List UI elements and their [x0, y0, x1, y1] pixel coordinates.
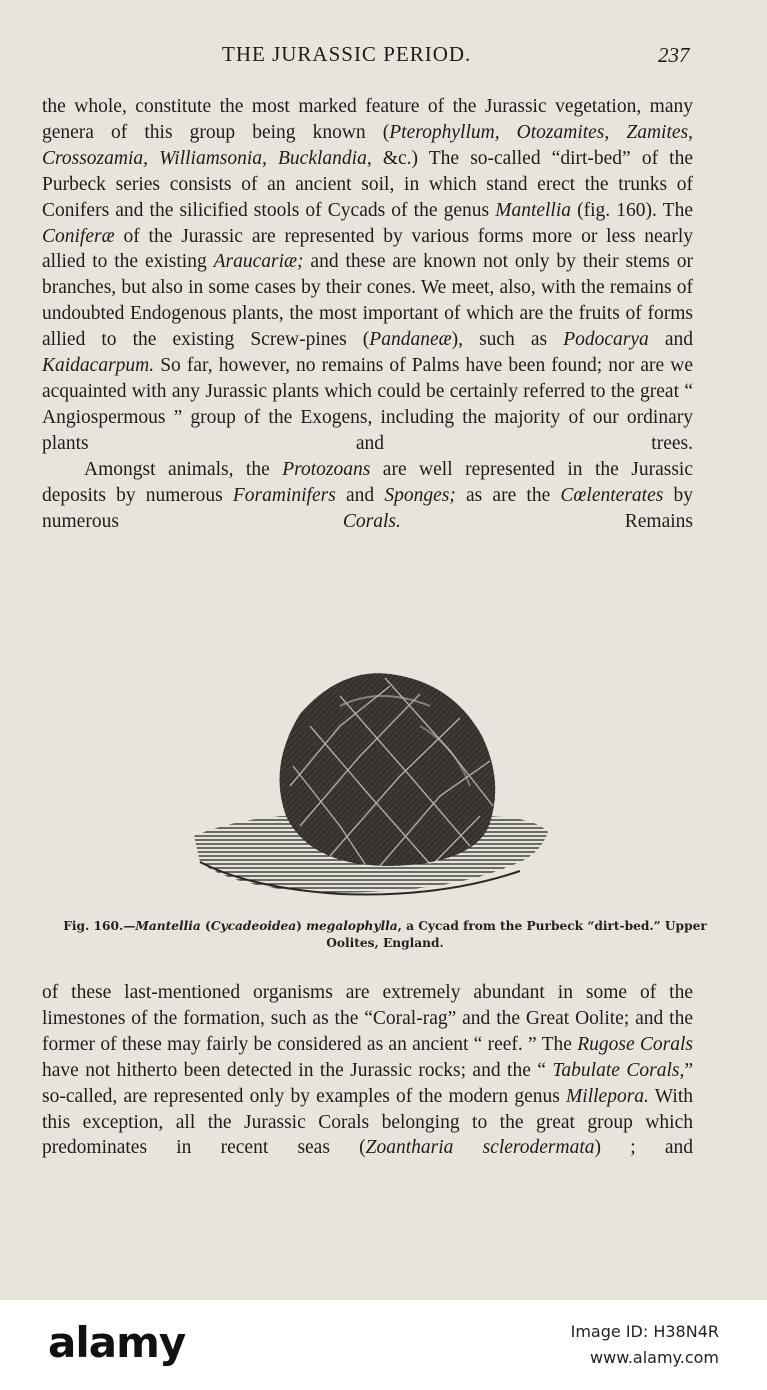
figure-synonym: Cycadeoidea — [210, 919, 297, 933]
text-run: ” so-called, are represented only by examples of the modern genus — [42, 1059, 693, 1107]
text-block-bottom — [42, 980, 693, 1161]
italic-term: Kaidacarpum. — [42, 355, 155, 377]
image-id: Image ID: H38N4R — [570, 1322, 719, 1341]
text-run: With this exception, all the Jurassic Corals belonging to the great group which predominates in recent seas ( — [42, 1085, 693, 1159]
italic-term: Sponges; — [384, 484, 456, 506]
text-run: Amongst animals, the — [84, 458, 283, 480]
figure-label: Fig. 160. — [63, 919, 124, 933]
italic-term: Tabulate Corals, — [552, 1059, 685, 1081]
paragraph-vegetation — [42, 94, 693, 457]
figure-description: , a Cycad from the Purbeck “dirt-bed.” Upper Oolites, England. — [326, 919, 707, 950]
text-run: and — [648, 329, 693, 351]
figure-genus: Mantellia — [135, 919, 201, 933]
site-url[interactable]: www.alamy.com — [590, 1348, 719, 1367]
text-run: by numerous — [42, 484, 694, 532]
italic-term: Rugose Corals — [577, 1033, 693, 1055]
italic-term: Cœlenterates — [560, 484, 664, 506]
text-block-top — [42, 94, 693, 534]
italic-term: Foraminifers — [232, 484, 336, 506]
text-run: of these last-mentioned organisms are extremely abundant in some of the limestones of the formation, such as the “Coral-rag” and the Great Oolite; and the former of these may fairly be considered as an ancient “ reef. ” The — [42, 982, 693, 1055]
paragraph-animals — [42, 457, 693, 535]
figure-species: megalophylla — [306, 919, 398, 933]
text-run: have not hitherto been detected in the Jurassic rocks; and the “ — [42, 1059, 553, 1081]
watermark-footer — [0, 1300, 767, 1390]
text-run: the whole, constitute the most marked feature of the Jurassic vegetation, many genera of this group being known ( — [42, 96, 693, 143]
text-run: are well represented in the Jurassic deposits by numerous — [42, 458, 694, 506]
italic-term: Pandaneæ — [369, 329, 452, 351]
text-run: Remains — [400, 510, 693, 532]
italic-term: Millepora. — [566, 1085, 649, 1107]
text-run: (fig. 160). The — [571, 199, 693, 221]
text-run: as are the — [455, 484, 561, 506]
italic-term: Zoantharia sclerodermata — [365, 1137, 595, 1159]
brand-logo: alamy — [48, 1318, 186, 1367]
text-run: ) ; and — [594, 1137, 693, 1159]
text-run: and these are known not only by their stems or branches, but also in some cases by their cones. We meet, also, with the remains of undoubted Endogenous plants, the most important of which are the fruits of forms allied to the existing Screw-pines ( — [42, 251, 693, 351]
italic-term: Corals. — [342, 510, 401, 532]
page-number: 237 — [658, 43, 690, 67]
text-run: &c.) The so-called “dirt-bed” of the Purbeck series consists of an ancient soil, in which stand erect the trunks of Conifers and the silicified stools of Cycads of the genus — [42, 147, 693, 221]
italic-term: Araucariæ; — [213, 251, 304, 273]
running-head: THE JURASSIC PERIOD. — [222, 42, 472, 66]
italic-term: Mantellia — [495, 199, 572, 221]
paragraph-corals — [42, 980, 693, 1161]
text-run: So far, however, no remains of Palms have been found; nor are we acquainted with any Jurassic plants which could be certainly referred to the great “ Angiospermous ” group of the Exogens, including the majority of our ordinary plants and trees. — [42, 355, 693, 454]
italic-term: Pterophyllum, Otozamites, Zamites, Crossozamia, Williamsonia, Bucklandia, — [42, 121, 693, 169]
italic-term: Protozoans — [282, 458, 371, 480]
italic-term: Coniferæ — [42, 225, 115, 247]
figure-caption: Fig. 160.—Mantellia (Cycadeoidea) megalophylla, a Cycad from the Purbeck “dirt-bed.” Upper Oolites, England. — [63, 919, 707, 950]
italic-term: Podocarya — [563, 329, 649, 351]
text-run: ), such as — [451, 329, 564, 351]
text-run: and — [335, 484, 385, 506]
cycad-engraving — [190, 666, 552, 906]
text-run: of the Jurassic are represented by various forms more or less nearly allied to the existing — [42, 225, 693, 273]
page-header — [0, 42, 767, 72]
figure-cycad-illustration — [190, 666, 552, 906]
